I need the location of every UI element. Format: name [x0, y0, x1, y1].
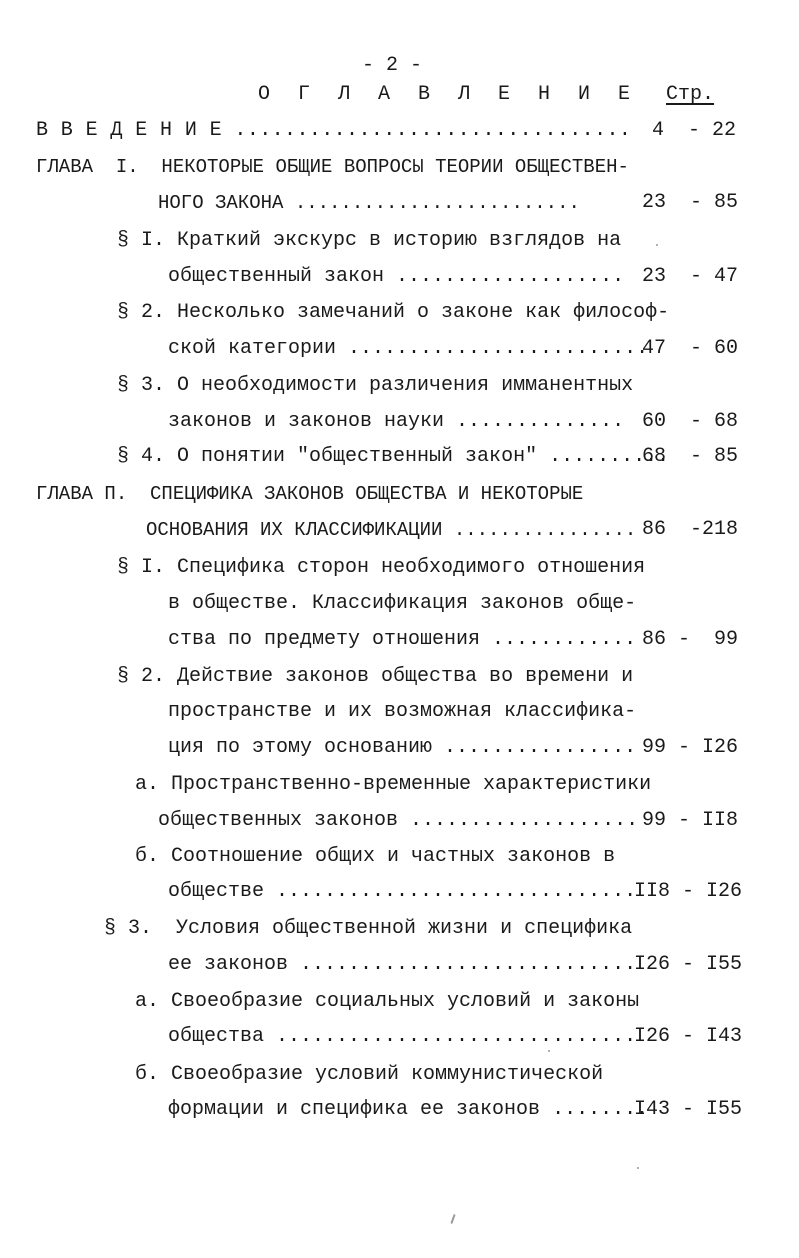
toc-chapter-2-title-cont: ОСНОВАНИЯ ИХ КЛАССИФИКАЦИИ ................	[146, 519, 637, 541]
page-column-label: Стр.	[666, 83, 715, 106]
toc-pages: I43 - I55	[634, 1098, 743, 1121]
toc-section: § I. Специфика сторон необходимого отношения	[117, 556, 646, 579]
scan-mark	[450, 1214, 455, 1224]
toc-pages: 4 - 22	[652, 119, 737, 142]
toc-section-cont: ства по предмету отношения ............	[168, 628, 637, 651]
toc-title: О Г Л А В Л Е Н И Е	[258, 83, 639, 106]
toc-chapter-2-title: ГЛАВА П. СПЕЦИФИКА ЗАКОНОВ ОБЩЕСТВА И НЕКОТОРЫЕ	[36, 483, 584, 505]
toc-pages: II8 - I26	[634, 880, 743, 903]
toc-section: § 3. О необходимости различения имманентных	[117, 374, 634, 397]
toc-pages: 68 - 85	[642, 445, 739, 468]
toc-section-cont: ее законов ............................	[168, 953, 637, 976]
toc-pages: 23 - 47	[642, 265, 739, 288]
toc-subsection-cont: обществе ..............................	[168, 880, 637, 903]
toc-section-cont: ция по этому основанию ................	[168, 736, 637, 759]
toc-pages: 99 - I26	[642, 736, 739, 759]
scan-speck	[637, 1167, 639, 1169]
toc-subsection-cont: формации и специфика ее законов ........	[168, 1098, 649, 1121]
toc-section-cont: в обществе. Классификация законов обще-	[168, 592, 637, 615]
toc-section-cont: общественный закон ...................	[168, 265, 625, 288]
page-number: - 2 -	[362, 54, 423, 77]
toc-subsection-cont: общества ..............................	[168, 1025, 637, 1048]
toc-section-cont: пространстве и их возможная классифика-	[168, 700, 637, 723]
toc-section: § 4. О понятии "общественный закон" ..........	[117, 445, 670, 468]
toc-pages: 47 - 60	[642, 337, 739, 360]
toc-pages: 60 - 68	[642, 410, 739, 433]
scan-speck	[548, 1050, 550, 1052]
toc-pages: 23 - 85	[642, 191, 739, 214]
toc-subsection: а. Своеобразие социальных условий и законы	[135, 990, 640, 1013]
toc-pages: 86 -218	[642, 518, 739, 541]
toc-subsection: б. Соотношение общих и частных законов в	[135, 845, 616, 868]
toc-subsection-cont: общественных законов ...................	[158, 809, 639, 832]
toc-section: § 2. Действие законов общества во времени и	[117, 665, 634, 688]
toc-section-cont: законов и законов науки ..............	[168, 410, 625, 433]
toc-entry-introduction: В В Е Д Е Н И Е ................................	[36, 119, 632, 142]
toc-section: § 3. Условия общественной жизни и специфика	[104, 917, 633, 940]
toc-pages: 86 - 99	[642, 628, 739, 651]
toc-chapter-1-title: ГЛАВА I. НЕКОТОРЫЕ ОБЩИЕ ВОПРОСЫ ТЕОРИИ ОБЩЕСТВЕН-	[36, 156, 629, 178]
toc-pages: I26 - I55	[634, 953, 743, 976]
toc-pages: 99 - II8	[642, 809, 739, 832]
toc-pages: I26 - I43	[634, 1025, 743, 1048]
scan-speck	[656, 244, 658, 246]
toc-section-cont: ской категории .........................	[168, 337, 649, 360]
toc-section: § I. Краткий экскурс в историю взглядов на	[117, 229, 622, 252]
toc-subsection: б. Своеобразие условий коммунистической	[135, 1063, 604, 1086]
toc-section: § 2. Несколько замечаний о законе как философ-	[117, 301, 670, 324]
toc-subsection: а. Пространственно-временные характеристики	[135, 773, 652, 796]
toc-chapter-1-title-cont: НОГО ЗАКОНА .........................	[158, 192, 580, 214]
